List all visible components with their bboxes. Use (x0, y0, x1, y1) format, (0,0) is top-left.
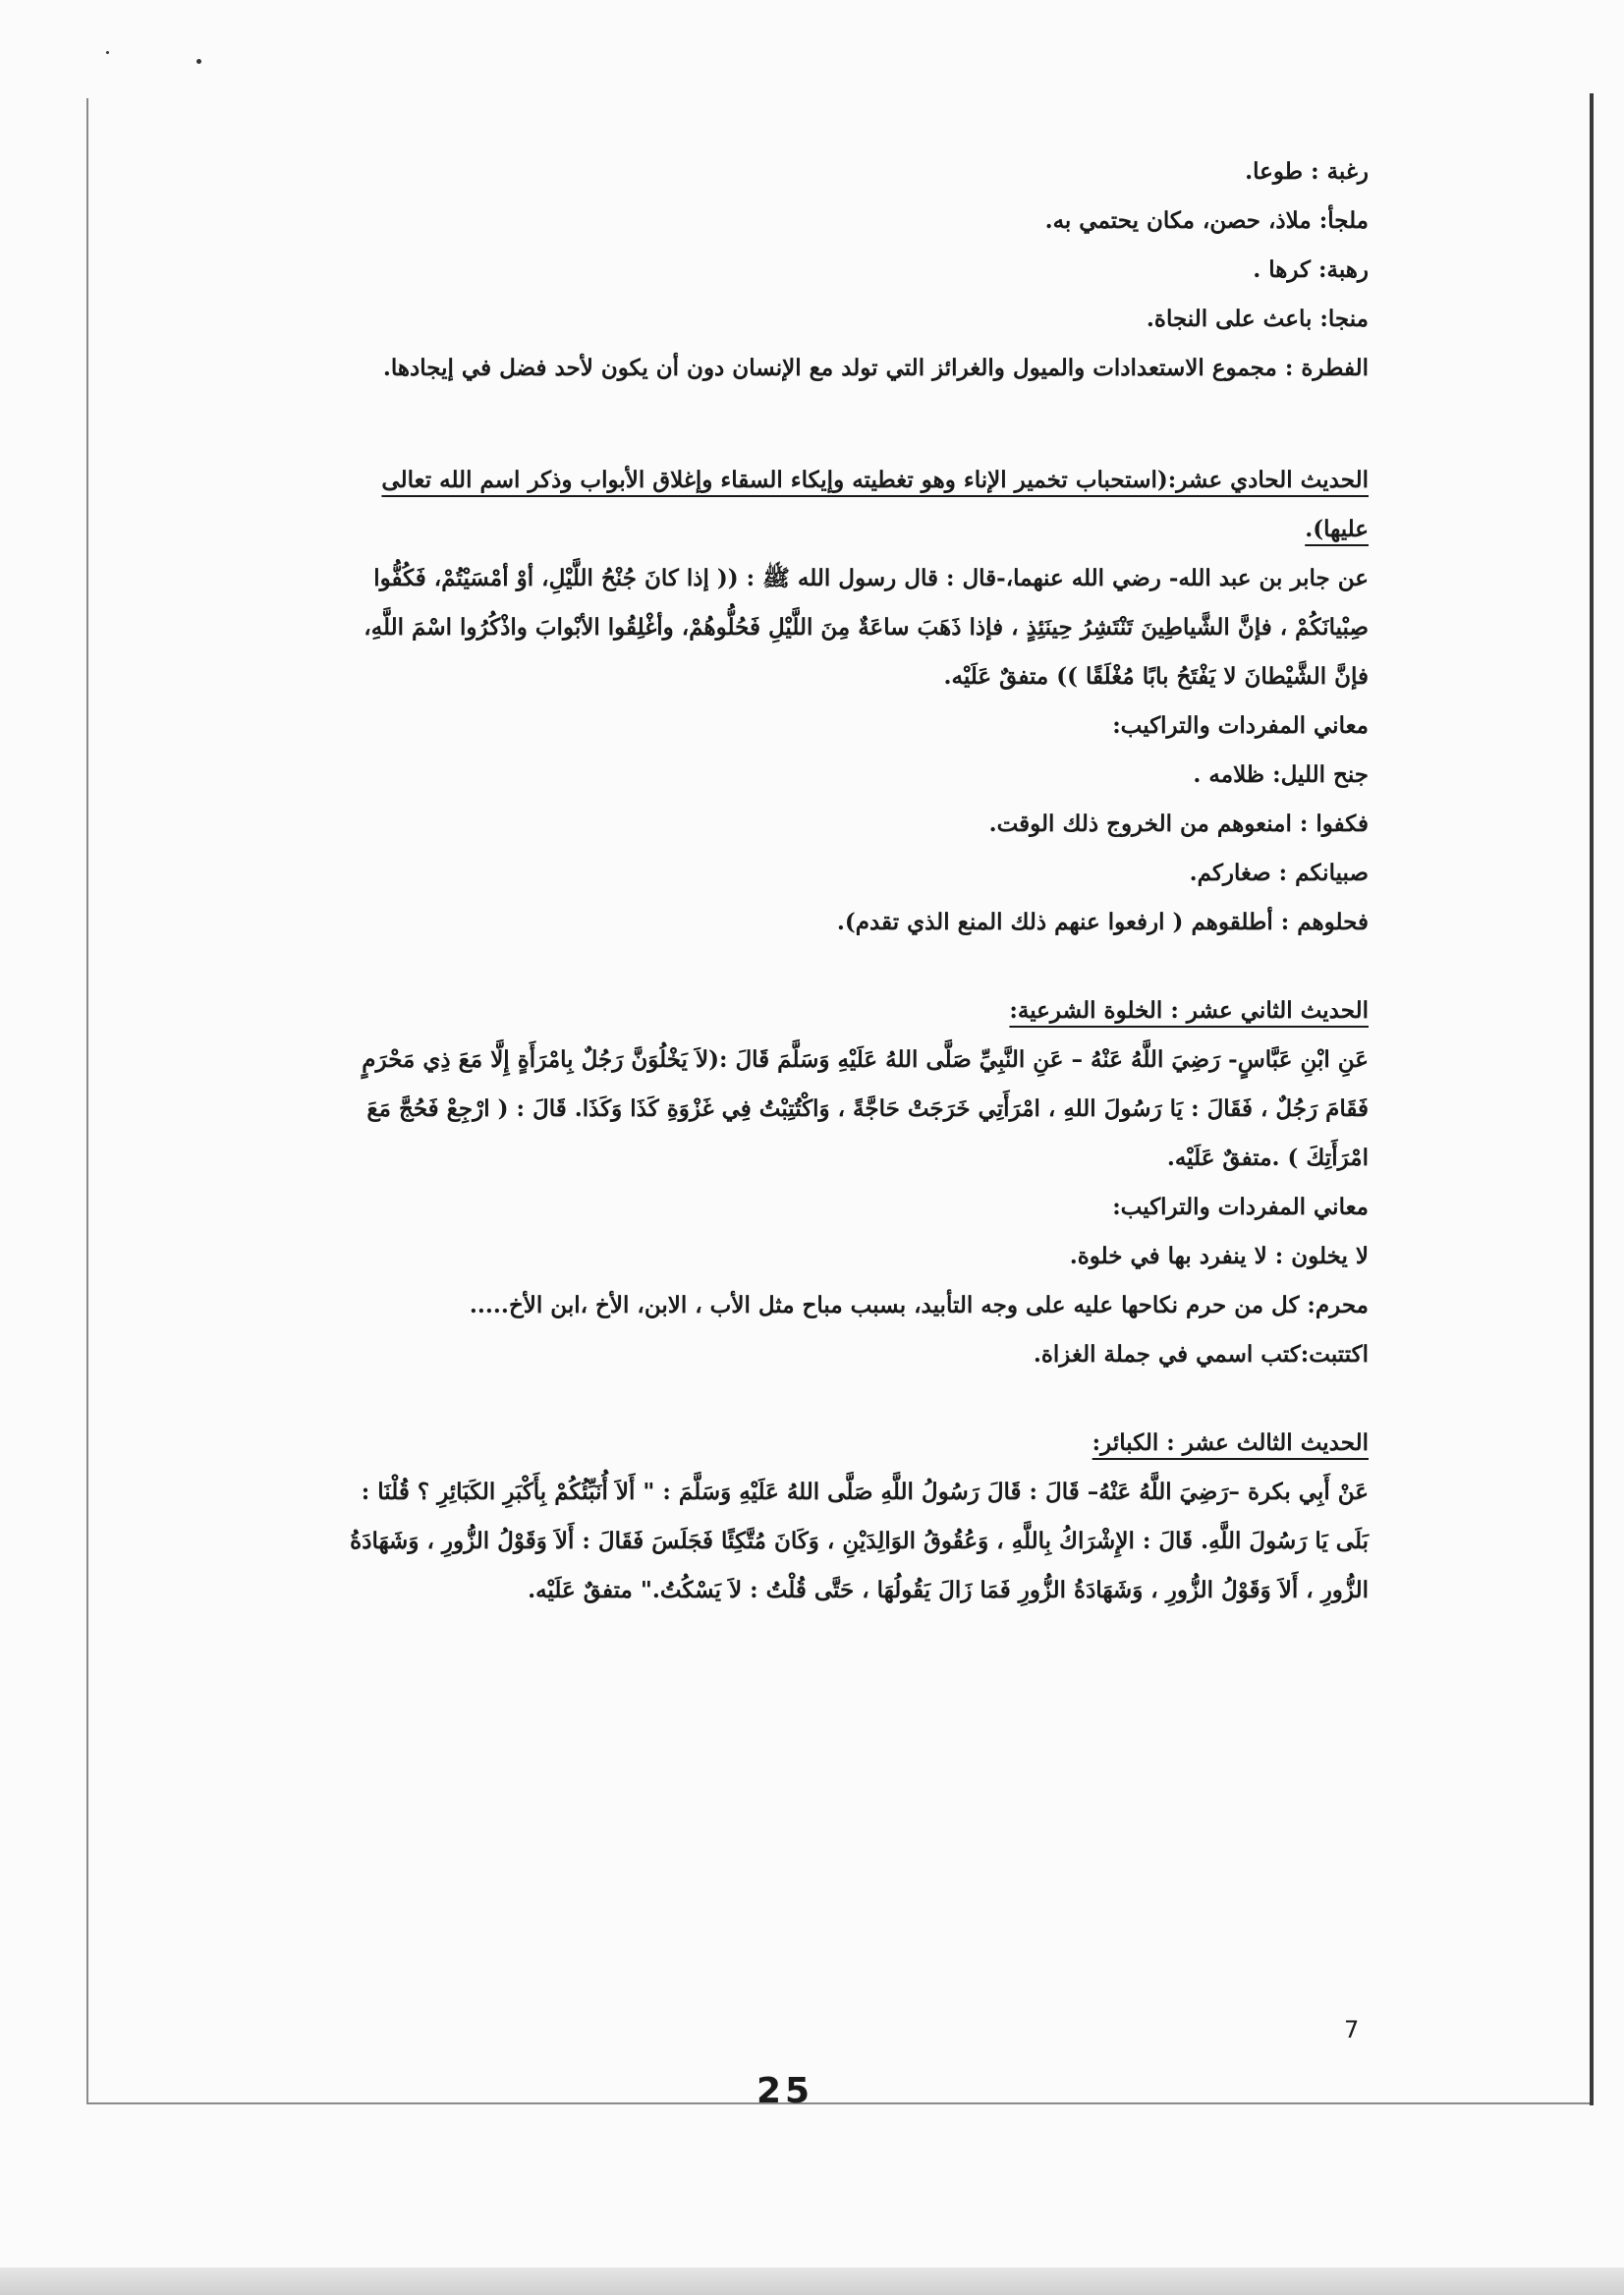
scan-speck (106, 51, 109, 54)
hadith-12-text-line: امْرَأَتِكَ ) .متفقٌ عَلَيْه. (1166, 1145, 1369, 1171)
hadith-11-heading-cont: عليها). (1305, 516, 1369, 542)
hadith-11-section (288, 456, 1369, 947)
hadith-12-text-line: عَنِ ابْنِ عَبَّاسٍ- رَضِيَ اللَّهُ عَنْهُ – عَنِ النَّبِيِّ صَلَّى اللهُ عَلَيْهِ وَسَلَّمَ قَالَ :(لاَ يَخْلُوَنَّ رَجُلٌ بِامْرَأَةٍ إِلَّا مَعَ ذِي مَحْرَمٍ (362, 1046, 1369, 1073)
spacer (288, 947, 1369, 986)
vocab-line: منجا: باعث على النجاة. (1146, 306, 1369, 332)
vocab-top-section (288, 147, 1369, 393)
document-body (288, 147, 1369, 1615)
hadith-12-vocab-line: اكتتبت:كتب اسمي في جملة الغزاة. (1033, 1341, 1369, 1368)
hadith-11-vocab-title: معاني المفردات والتراكيب: (1112, 712, 1369, 739)
scan-bottom-edge (0, 2267, 1624, 2295)
spacer (288, 393, 1369, 456)
scan-speck (196, 59, 201, 64)
page-frame-left (86, 98, 88, 2102)
spacer (288, 1379, 1369, 1419)
hadith-13-heading: الحديث الثالث عشر : الكبائر: (1092, 1429, 1369, 1456)
hadith-12-heading: الحديث الثاني عشر : الخلوة الشرعية: (1009, 997, 1369, 1024)
vocab-line: رغبة : طوعا. (1245, 158, 1369, 185)
hadith-13-text-line: الزُّورِ ، أَلاَ وَقَوْلُ الزُّورِ ، وَشَهَادَةُ الزُّورِ فَمَا زَالَ يَقُولُهَا ، حَتَّى قُلْتُ : لاَ يَسْكُتُ." متفقٌ عَلَيْه. (528, 1577, 1369, 1603)
vocab-line: الفطرة : مجموع الاستعدادات والميول والغرائز التي تولد مع الإنسان دون أن يكون لأحد فضل في إيجادها. (382, 355, 1369, 381)
hadith-11-heading: الحديث الحادي عشر:(استحباب تخمير الإناء وهو تغطيته وإيكاء السقاء وإغلاق الأبواب وذكر اسم الله تعالى (381, 467, 1369, 493)
hadith-11-vocab-line: جنح الليل: ظلامه . (1193, 761, 1369, 788)
page-frame-bottom (86, 2102, 1590, 2104)
hadith-11-vocab-line: صبيانكم : صغاركم. (1189, 860, 1369, 886)
hadith-11-text-line: صِبْيانَكُمْ ، فإنَّ الشَّياطِينَ تَنْتَشِرُ حِينَئِذٍ ، فإذا ذَهَبَ ساعَةٌ مِنَ اللَّيْلِ فَحُلُّوهُمْ، وأغْلِقُوا الأبْوابَ واذْكُرُوا اسْمَ اللَّهِ، (364, 614, 1369, 641)
hadith-13-section (288, 1419, 1369, 1615)
vocab-line: رهبة: كرها . (1253, 256, 1369, 283)
hadith-12-vocab-title: معاني المفردات والتراكيب: (1112, 1194, 1369, 1220)
page-number: 7 (1344, 2016, 1360, 2043)
hadith-11-text-line: عن جابر بن عبد الله- رضي الله عنهما،-قال : قال رسول الله ﷺ : (( إذا كانَ جُنْحُ اللَّيْلِ، أوْ أمْسَيْتُمْ، فَكُفُّوا (373, 565, 1369, 591)
hadith-12-section (288, 986, 1369, 1379)
hadith-12-vocab-line: لا يخلون : لا ينفرد بها في خلوة. (1069, 1243, 1369, 1269)
handwritten-page-number: 25 (756, 2071, 814, 2111)
hadith-12-vocab-line: محرم: كل من حرم نكاحها عليه على وجه التأبيد، بسبب مباح مثل الأب ، الابن، الأخ ،ابن الأخ..... (469, 1292, 1369, 1318)
hadith-11-vocab-line: فحلوهم : أطلقوهم ( ارفعوا عنهم ذلك المنع الذي تقدم). (836, 909, 1369, 935)
hadith-13-text-line: بَلَى يَا رَسُولَ اللَّهِ. قَالَ : الإِشْرَاكُ بِاللَّهِ ، وَعُقُوقُ الوَالِدَيْنِ ، وَكَانَ مُتَّكِئًا فَجَلَسَ فَقَالَ : أَلاَ وَقَوْلُ الزُّورِ ، وَشَهَادَةُ (350, 1528, 1369, 1554)
hadith-12-text-line: فَقَامَ رَجُلٌ ، فَقَالَ : يَا رَسُولَ اللهِ ، امْرَأَتِي خَرَجَتْ حَاجَّةً ، وَاكْتُتِبْتُ فِي غَزْوَةِ كَذَا وَكَذَا. قَالَ : ( ارْجِعْ فَحُجَّ مَعَ (366, 1095, 1369, 1122)
vocab-line: ملجأ: ملاذ، حصن، مكان يحتمي به. (1044, 207, 1369, 234)
hadith-11-text-line: فإنَّ الشَّيْطانَ لا يَفْتَحُ بابًا مُغْلَقًا )) متفقٌ عَلَيْه. (943, 663, 1369, 690)
page-frame-right (1590, 93, 1594, 2105)
hadith-11-vocab-line: فكفوا : امنعوهم من الخروج ذلك الوقت. (988, 811, 1369, 837)
hadith-13-text-line: عَنْ أَبِي بكرة –رَضِيَ اللَّهُ عَنْهُ– قَالَ : قَالَ رَسُولُ اللَّهِ صَلَّى اللهُ عَلَيْهِ وَسَلَّمَ : " أَلاَ أُنَبِّئُكُمْ بِأَكْبَرِ الكَبَائِرِ ؟ قُلْنَا : (361, 1479, 1369, 1505)
